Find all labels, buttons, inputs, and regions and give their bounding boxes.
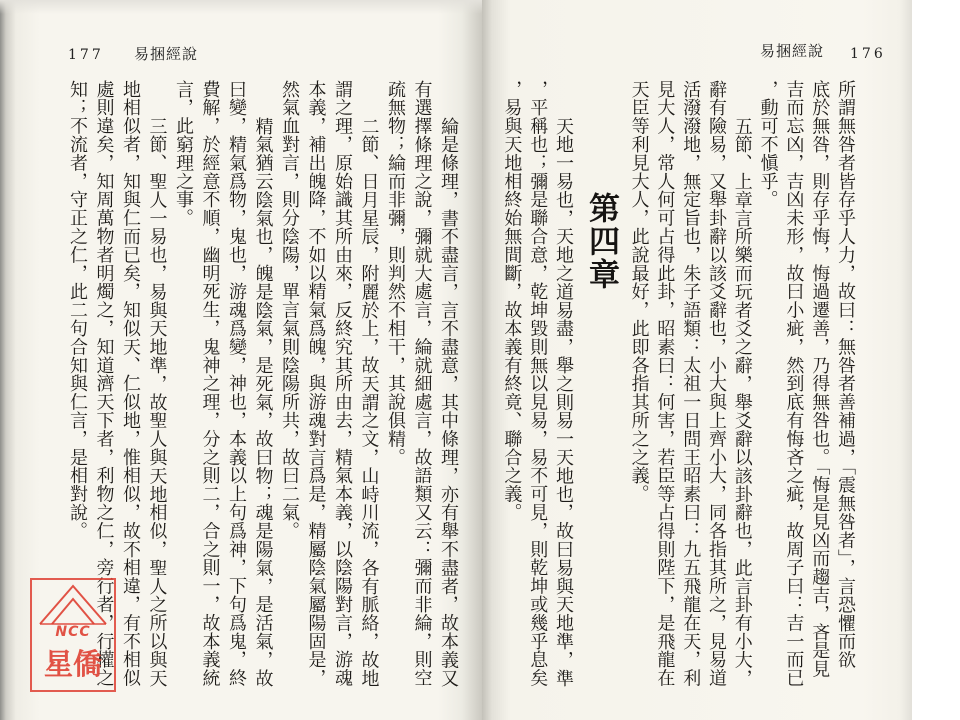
- text-column: 辭有險易，又舉卦辭以該爻辭也，小大與上齊小大，同各指其所之，見易道: [706, 80, 727, 688]
- text-column: 疏無物；綸而非彌，則判然不相干，其說俱精。: [385, 80, 406, 467]
- text-column: 言，此窮理之事。: [173, 80, 194, 228]
- stamp-triangle-icon: [32, 582, 114, 628]
- right-running-title: 易捆經說: [760, 42, 825, 60]
- text-column: 曰變，精氣爲物，鬼也，游魂爲變，神也，本義以上句爲神，下句爲鬼，終: [226, 80, 247, 688]
- chapter-heading: 第四章: [583, 192, 619, 291]
- text-column: 五節、上章言所樂而玩者爻之辭，舉爻辭以該卦辭也，此言卦有小大，: [731, 117, 753, 688]
- text-column: 知；不流者，守正之仁，此二句合知與仁言，是相對說。: [67, 80, 88, 540]
- text-column: 活潑潑地，無定旨也，朱子語類：太祖一日問王昭素曰：九五飛龍在天，利: [680, 80, 702, 688]
- stamp-name: 星僑: [43, 647, 102, 681]
- text-column: ，易與天地相終始無間斷，故本義有終竟、聯合之義。: [501, 80, 523, 522]
- text-column: 天臣等利見大人，此說最好，此即各指其所之之義。: [628, 80, 650, 504]
- watermark-stamp: [30, 578, 116, 692]
- text-column: 然氣血對言，則分陰陽，單言氣則陰陽所共，故曰二氣。: [279, 80, 300, 540]
- text-column: 底於無咎，則存乎悔，悔過遷善，乃得無咎也。「悔是見凶而趨吉，吝是見: [809, 80, 831, 679]
- text-column: 本義，補出魄降，不如以精氣爲魄，與游魂對言爲是，精屬陰氣屬陽固是，: [305, 80, 327, 688]
- text-column: 綸是條理，書不盡言，言不盡意，其中條理，亦有舉不盡者，故本義又: [438, 117, 459, 688]
- text-column: 二節、日月星辰，附麗於上，故天謂之文，山峙川流，各有脈絡，故地: [358, 117, 380, 688]
- text-column: 地相似者，知與仁而已矣，知似天、仁似地，惟相似，故不相違，有不相似: [120, 80, 141, 688]
- stamp-brand: NCC: [55, 624, 91, 640]
- left-page-number: 177: [68, 47, 104, 63]
- text-column: 精氣猶云陰氣也，魄是陰氣，是死氣，故曰物；魂是陽氣，是活氣，故: [252, 117, 274, 688]
- text-column: 謂之理，原始識其所由來，反終究其所由去，精氣本義，以陰陽對言，游魂: [332, 80, 353, 688]
- text-column: 處則違矣，知周萬物者明燭之，知道濟天下者，利物之仁，旁行者，行權之: [93, 80, 115, 688]
- text-column: ，平稱也；彌是聯合意，乾坤毀則無以見易，易不可見，則乾坤或幾乎息矣: [527, 80, 549, 688]
- text-column: 有選擇條理之說，彌就大處言，綸就細處言，故語類又云：彌而非綸，則空: [411, 80, 433, 688]
- left-running-title: 易捆經說: [134, 45, 199, 63]
- text-column: ，動可不愼乎。: [757, 80, 779, 209]
- right-page-number: 176: [850, 46, 886, 62]
- text-column: 所謂無咎者皆存乎人力，故曰：無咎者善補過，「震無咎者」，言恐懼而欲: [835, 80, 856, 670]
- text-column: 吉而忘凶，吉凶未形，故曰小疵，然到底有悔吝之疵，故周子曰：吉一而已: [783, 80, 805, 688]
- text-column: 見大人，常人何可占得此卦，昭素曰：何害，若臣等占得則陛下，是飛龍在: [654, 80, 676, 688]
- text-column: 三節、聖人一易也，易與天地準，故聖人與天地相似，聖人之所以與天: [146, 117, 168, 688]
- text-column: 天地一易也，天地之道易盡，舉之則易一天地也，故曰易與天地準，準: [553, 117, 574, 688]
- text-column: 費解，於經意不順，幽明死生，鬼神之理，分之則二，合之則一，故本義統: [199, 80, 221, 688]
- page-top-shadow: [0, 0, 482, 14]
